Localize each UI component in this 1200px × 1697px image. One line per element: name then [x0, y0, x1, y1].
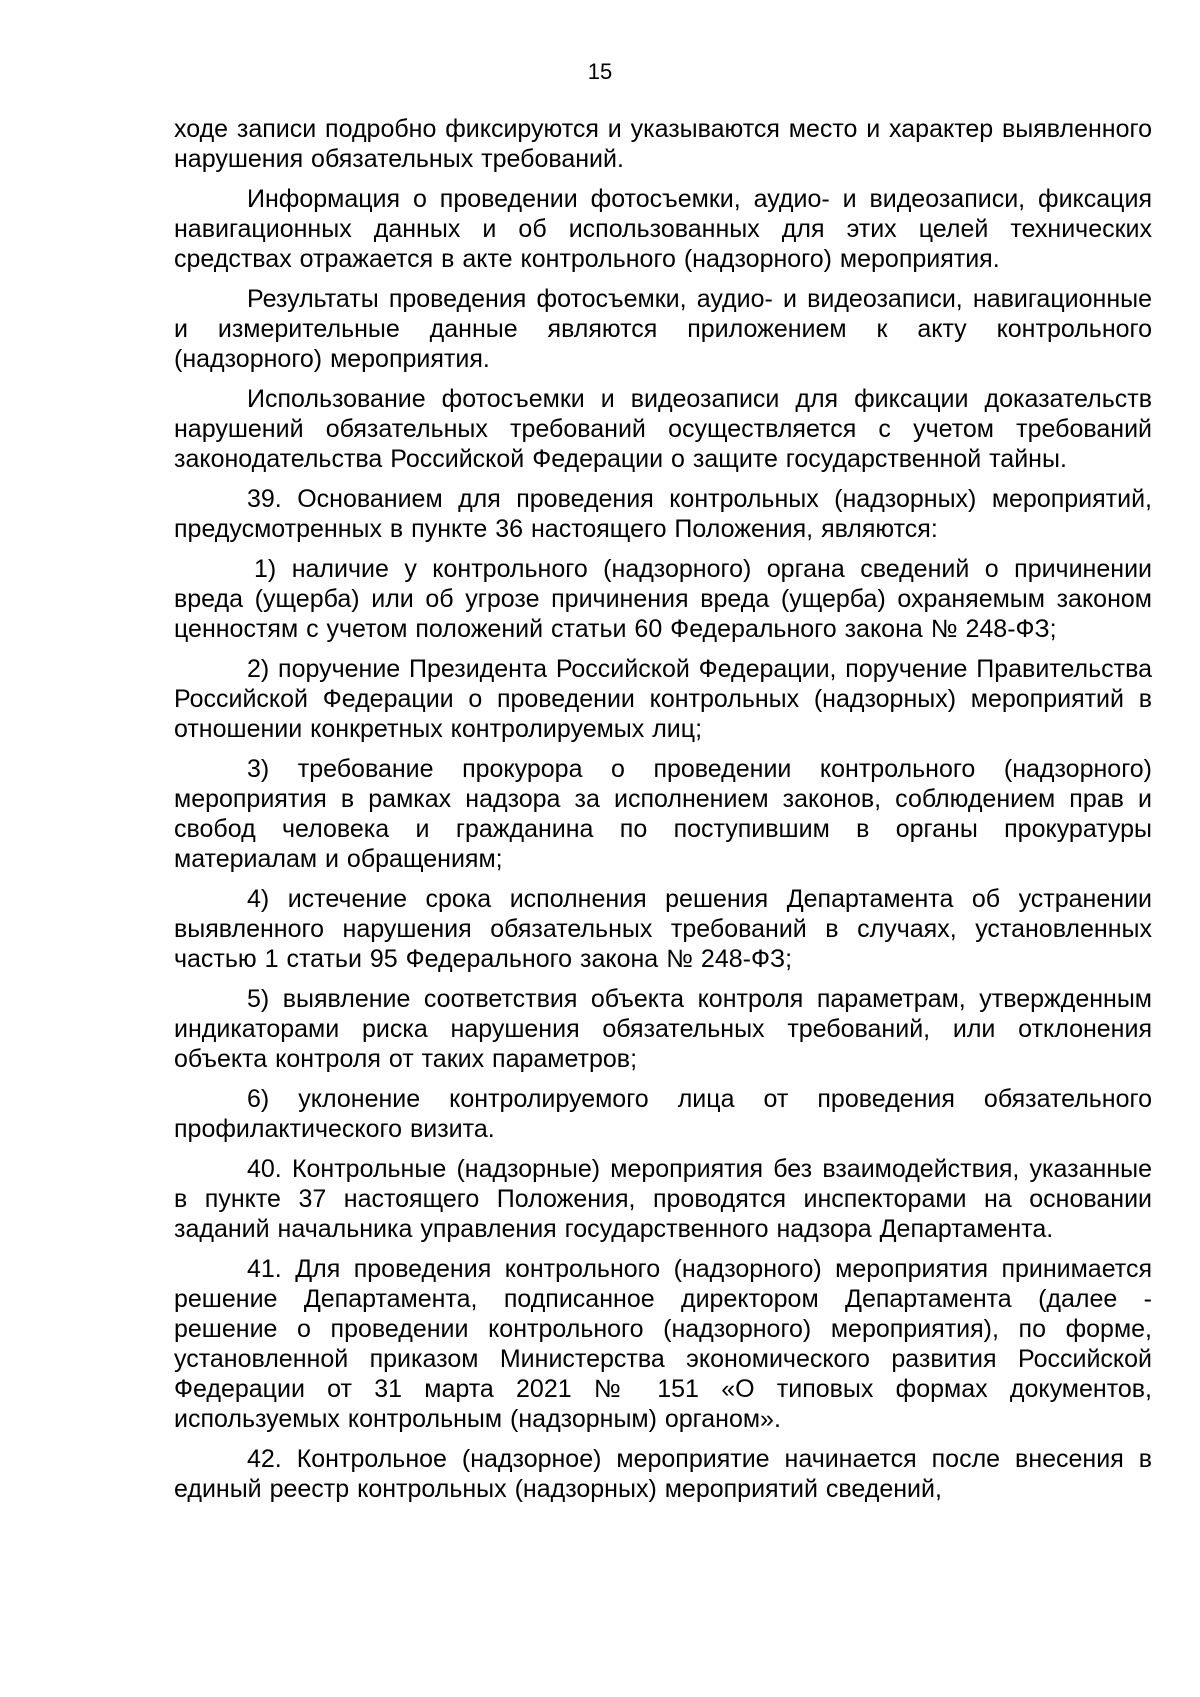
paragraph: Использование фотосъемки и видеозаписи для фиксации доказательств нарушений обязательных требований осуществляется с учетом требований законодательства Российской Федерации о защите государственной тайны.: [174, 385, 1152, 473]
paragraph-subitem-2: 2) поручение Президента Российской Федерации, поручение Правительства Российской Федерации о проведении контрольных (надзорных) мероприятий в отношении конкретных контролируемых лиц;: [174, 655, 1152, 743]
paragraph-item-41: 41. Для проведения контрольного (надзорного) мероприятия принимается решение Департамента, подписанное директором Департамента (далее - решение о проведении контрольного (надзорного) мероприятия), по форме, установленной приказом Министерства экономического развития Российской Федерации от 31 марта 2021 № 151 «О типовых формах документов, используемых контрольным (надзорным) органом».: [174, 1255, 1152, 1433]
paragraph-subitem-5: 5) выявление соответствия объекта контроля параметрам, утвержденным индикаторами риска нарушения обязательных требований, или отклонения объекта контроля от таких параметров;: [174, 985, 1152, 1073]
paragraph-subitem-6: 6) уклонение контролируемого лица от проведения обязательного профилактического визита.: [174, 1085, 1152, 1143]
paragraph-subitem-3: 3) требование прокурора о проведении контрольного (надзорного) мероприятия в рамках надзора за исполнением законов, соблюдением прав и свобод человека и гражданина по поступившим в органы прокуратуры материалам и обращениям;: [174, 755, 1152, 873]
page-number: 15: [587, 59, 613, 84]
document-body: [174, 114, 1152, 1514]
paragraph-item-42: 42. Контрольное (надзорное) мероприятие начинается после внесения в единый реестр контрольных (надзорных) мероприятий сведений,: [174, 1445, 1152, 1503]
paragraph-subitem-4: 4) истечение срока исполнения решения Департамента об устранении выявленного нарушения обязательных требований в случаях, установленных частью 1 статьи 95 Федерального закона № 248-ФЗ;: [174, 885, 1152, 973]
paragraph-continuation: ходе записи подробно фиксируются и указываются место и характер выявленного нарушения обязательных требований.: [174, 115, 1152, 173]
paragraph: Информация о проведении фотосъемки, аудио- и видеозаписи, фиксация навигационных данных и об использованных для этих целей технических средствах отражается в акте контрольного (надзорного) мероприятия.: [174, 185, 1152, 273]
paragraph: Результаты проведения фотосъемки, аудио- и видеозаписи, навигационные и измерительные данные являются приложением к акту контрольного (надзорного) мероприятия.: [174, 285, 1152, 373]
paragraph-item-40: 40. Контрольные (надзорные) мероприятия без взаимодействия, указанные в пункте 37 настоящего Положения, проводятся инспекторами на основании заданий начальника управления государственного надзора Департамента.: [174, 1155, 1152, 1243]
paragraph-item-39: 39. Основанием для проведения контрольных (надзорных) мероприятий, предусмотренных в пункте 36 настоящего Положения, являются:: [174, 485, 1152, 543]
paragraph-subitem-1: 1) наличие у контрольного (надзорного) органа сведений о причинении вреда (ущерба) или об угрозе причинения вреда (ущерба) охраняемым законом ценностям с учетом положений статьи 60 Федерального закона № 248-ФЗ;: [174, 555, 1152, 643]
